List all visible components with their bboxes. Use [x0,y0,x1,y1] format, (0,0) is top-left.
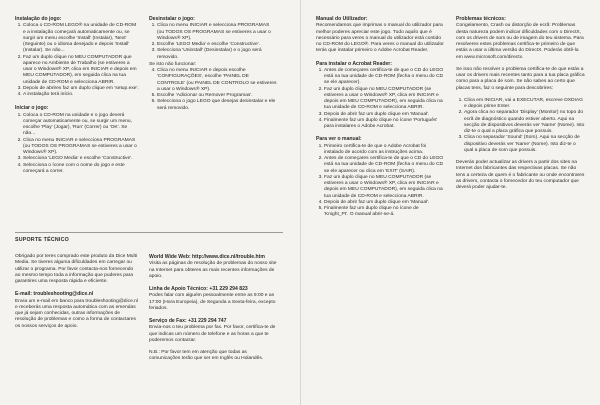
tech-outro: Deverás poder actualizar as drivers a partir dos sites na Internet dos fabricantes das respectivas placas. Se não tens a certeza de quem é o fabricante ou onde encontrares as drivers, contacta o fornecedor do teu computador que deverá poder ajudar-te. [456,160,585,190]
fold-line [300,0,301,405]
uninstall-fallback: Se isto não funcionar: [149,61,197,67]
manual-title: Manual do Utilizador: [316,16,368,22]
tech-step: 1. Clica em INICIAR, vai a EXECUTAR, escreve DXDIAG e depois prime Enter. [464,98,586,111]
column-install [15,16,140,182]
support-fax-text: Envia-nos o teu problema por fax. Por favor, certifica-te de que indicas um número de telefone e as horas a que te poderemos contactar. [149,325,276,343]
install-step: 1. Coloca o CD-ROM LEGO® na unidade de CD-ROM e a instalação começará automaticamente ou, se surgir um menu escolhe 'Install' (Instalar), 'Next' (Seguinte) ou o idioma desejado e depois 'Install' (Instalar). Se não... [23,23,140,54]
uninstall-steps-b [149,68,277,112]
uninstall-step: 4. Clica no menu INICIAR e depois escolhe 'CONFIGURAÇÕES', escolhe 'PAINEL DE CONTROLE' (ou PAINEL DE CONTROLO se estiveres a usar o Windows® XP). [157,68,277,93]
view-manual-step: 3. Faz um duplo clique no MEU COMPUTADOR (se estiveres a usar o Windows® XP, clica em INICIAR e depois em MEU COMPUTADOR), em seguida clica na tua unidade de CD-ROM e selecciona ABRIR. [324,175,444,200]
install-step: 4. A instalação terá início. [23,92,140,98]
acrobat-step: 3. Depois de abrir faz um duplo clique em 'Manual'. [324,112,444,118]
start-section [15,105,140,175]
tech-step: 3. Clica no separador 'Sound' (Som). Aqui na secção de dispositivo deverás ver 'Name' (Nome). Isto diz-te o qual a placa de som que possuis. [464,135,586,154]
install-step: 2. Faz um duplo clique no MEU COMPUTADOR que aparece no Ambiente de Trabalho (se estiveres a usar o Windows® XP, clica em INICIAR e depois em MEU COMPUTADOR), em seguida clica na tua unidade de CD-ROM e selecciona ABRIR. [23,55,140,86]
uninstall-step: 5. Escolhe 'Adicionar ou Remover Programas'. [157,93,277,99]
support-left [15,254,140,336]
view-manual-step: 5. Finalmente faz um duplo clique no ícone de 'Knight_Pt'. O manual abrir-se-á. [324,206,444,219]
tech-steps [456,98,586,154]
support-title: SUPORTE TÉCNICO [15,237,69,243]
support-email-title: E-mail: troubleshooting@dice.nl [15,291,94,298]
uninstall-step: 6. Selecciona o jogo LEGO que desejas desinstalar e ele será removido. [157,99,277,112]
tech-step: 2. Agora clica no separador 'Display' (Monitor) no topo do ecrã de diagnóstico quando estiver aberto. Aqui na secção de dispositivos deverás ver 'Name' (Nome). Isto diz-te o qual a placa gráfica que possuis. [464,110,586,135]
support-www-title: World Wide Web: http://www.dice.nl/trouble.htm [149,254,265,260]
install-title: Instalação do jogo: [15,16,62,22]
tech-title: Problemas técnicos: [456,16,506,22]
start-steps [15,113,140,176]
install-step: 3. Depois de abrires faz um duplo clique em 'setup.exe'. [23,86,140,92]
install-section [15,16,140,98]
support-note: N.B.: Por favor tem em atenção que todas as comunicações terão que ser em Inglês ou Holandês. [149,350,264,362]
support-phone-title: Linha de Apoio Técnico: +31 229 294 823 [149,286,248,292]
section-divider [15,232,283,233]
start-step: 4. Selecciona o ícone com o nome do jogo e este começará a correr. [23,163,140,176]
acrobat-install-steps [316,68,444,131]
support-email-text: Envia um e-mail em banco para troubleshooting@dice.nl e receberás uma resposta automática com as emendas que já sejam conhecidas, outras informações de resolução de problemas e como a forma de contactares os nossos serviços de apoio. [15,298,138,329]
install-steps [15,23,140,98]
start-step: 2. Clica no menu INICIAR e selecciona PROGRAMAS (ou TODOS OS PROGRAMAS se estiveres a usar o Windows® XP). [23,138,140,157]
column-uninstall [149,16,277,118]
manual-text: Recomendamos que imprimas o manual do utilizador para melhor poderes apreciar este jogo. Tudo aquilo que é necessário para veres o manual do utilizador está contido no CD-ROM do LEGO®. Para veres o manual do utilizador terás que instalar primeiro o Adobe Acrobat Reader. [316,23,444,54]
acrobat-step: 2. Faz um duplo clique no MEU COMPUTADOR (se estiveres a usar o Windows® XP, clica em INICIAR e depois em MEU COMPUTADOR), em seguida clica na tua unidade de CD-ROM e selecciona ABRIR. [324,87,444,112]
start-step: 1. Coloca o CD-ROM na unidade e o jogo deverá começar automaticamente ou, se surgir um menu, escolhe 'Play' (Jogar), 'Run' (Correr) ou 'OK'. Se não... [23,113,140,138]
support-fax-title: Serviço de Fax: +31 229 294 747 [149,318,227,324]
tech-text: Congelamento, Crash ou distorção de ecrã: Problemas desta natureza podem indicar dificuldades com o DirectX, com os drivers de som ou de imagem do teu sistema. Para resolveres estes problemas certifica-te primeiro de que estás a usar a última versão do DirectX. Poderás obtê-la em www.microsoft.com/directx. [456,23,584,60]
support-www-text: Visita as páginas de resolução de problemas do nosso site na Internet para obteres as mais recentes informações de apoio. [149,261,277,279]
uninstall-title: Desinstalar o jogo: [149,16,195,22]
view-manual-step: 4. Depois de abrir faz um duplo clique em 'Manual'. [324,200,444,206]
column-manual [316,16,444,225]
uninstall-step: 1. Clica no menu INICIAR e selecciona PROGRAMAS (ou TODOS OS PROGRAMAS se estiveres a usar o Windows® XP). [157,23,277,42]
acrobat-install-title: Para instalar o Acrobat Reader: [316,60,392,67]
view-manual-step: 2. Antes de começares certifica-te de que o CD do LEGO está na tua unidade de CD-ROM (fecha o menu do CD se ele aparecer ou clica em 'EXIT' (SAIR). [324,156,444,175]
view-manual-step: 1. Primeiro certifica-te de que o Adobe Acrobat foi instalado de acordo com as instruções acima. [324,144,444,157]
view-manual-title: Para ver o manual: [316,136,362,143]
acrobat-step: 1. Antes de começares certifica-te de que o CD do LEGO está na tua unidade de CD-ROM (fecha o menu do CD se ele aparecer). [324,68,444,87]
start-step: 3. Selecciona 'LEGO Media' e escolhe 'Constructive'. [23,156,140,162]
start-title: Iniciar o jogo: [15,105,49,112]
uninstall-step: 2. Escolhe 'LEGO Media' e escolhe 'Constructive'. [157,42,277,48]
view-manual-steps [316,144,444,219]
support-phone-text: Podes falar com alguém pessoalmente entre as 9:00 e as 17:00 (Hora Europeia), de Segunda a Sexta-feira, excepto feriados. [149,293,276,311]
uninstall-steps-a [149,23,277,61]
column-tech [456,16,586,197]
support-intro: Obrigado por teres comprado este produto da Dice Multi Media. Se tiveres alguma dificuldades em carregar ou utilizar o programa. Por favor contacta-nos fornecendo ao mesmo tempo toda a informação que puderes para garantires uma resposta rápida e eficiente. [15,254,138,284]
uninstall-step: 3. Selecciona 'Uninstall' (Desinstalar) e o jogo será removido. [157,48,277,61]
acrobat-step: 4. Finalmente faz um duplo clique no ícone 'Português' para instalares o Adobe Acrobat. [324,118,444,131]
support-right [149,254,277,369]
tech-intro2: Se isso não resolver o problema certifica-te de que estás a usar os drivers mais recentes tanto para a tua placa gráfica como para a placa de som. Se não sabes ao certo que placas tens, faz o seguinte para descobrires: [456,66,585,91]
